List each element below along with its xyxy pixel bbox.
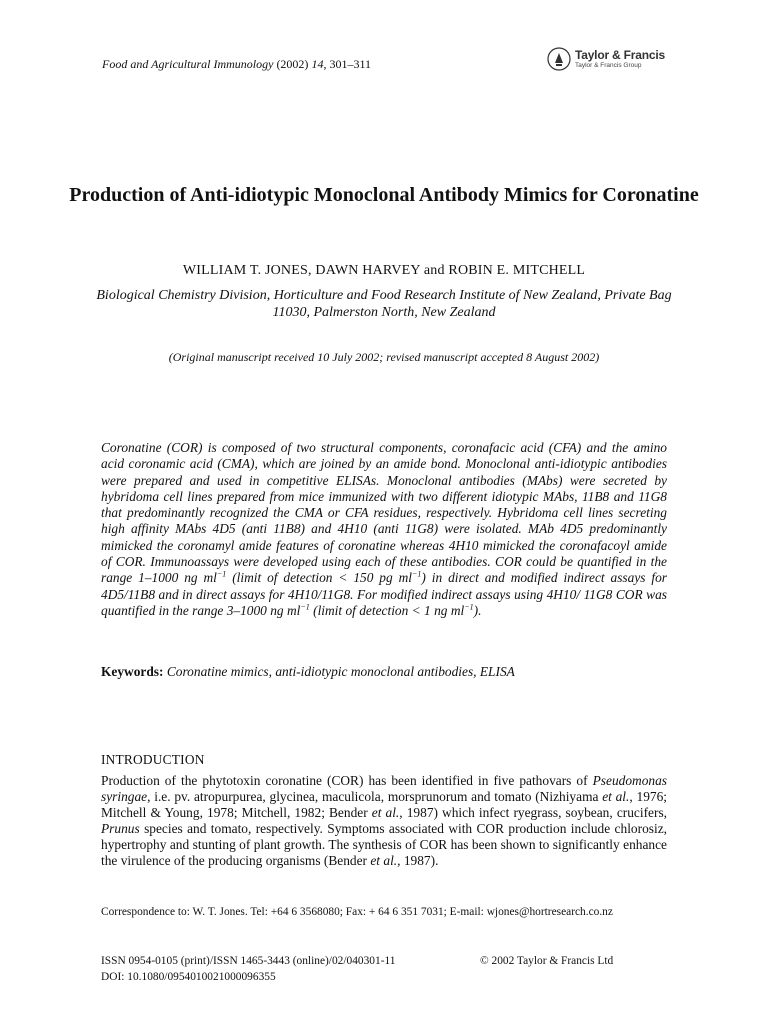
journal-pages: , 301–311 [323,57,371,71]
intro-text-4: , 1987) which infect ryegrass, soybean, crucifers, [399,804,667,820]
abstract-superscript-3: −1 [300,602,310,612]
intro-text-3: , 1976; Mitchell & Young, 1978; Mitchell, 1982; Bender [101,788,668,820]
keywords-text: Coronatine mimics, anti-idiotypic monoclonal antibodies, ELISA [166,664,515,679]
intro-text-5: species and tomato, respectively. Symptoms associated with COR production include chlorosiz, hypertrophy and stunting of plant growth. The synthesis of COR has been shown to significantly enhance the virulence of the producing organisms (Bender [101,820,667,868]
publisher-logo [547,44,677,74]
journal-citation [102,57,371,72]
abstract-text-1: Coronatine (COR) is composed of two structural components, coronafacic acid (CFA) and the amino acid coronamic acid (CMA), which are joined by an amide bond. Monoclonal anti-idiotypic antibodies were prepared and used in competitive ELISAs. Monoclonal antibodies (MAbs) were secreted by hybridoma cell lines prepared from mice immunized with two different idiotypic MAbs, 11B8 and 11G8 that predominantly recognized the CMA or CFA residues, respectively. Hybridoma cell lines secreting high affinity MAbs 4D5 (anti 11B8) and 4H10 (anti 11G8) were isolated. MAb 4D5 predominantly mimicked the coronamyl amide features of coronatine whereas 4H10 mimicked the coronafacoyl amide of COR. Immunoassays were developed using each of these antibodies. COR could be quantified in the range 1–1000 ng ml [101,440,667,586]
intro-text-1: Production of the phytotoxin coronatine (COR) has been identified in five pathovars of [101,773,593,788]
doi-line: DOI: 10.1080/0954010021000096355 [101,971,276,983]
abstract-text-3: ) in direct and modified indirect assays for 4D5/11B8 and in direct assays for 4H10/11G8. For modified indirect assays using 4H10/ 11G8 COR was quantified in the range 3–1000 ng ml [101,570,667,618]
intro-etal-2: et al. [371,804,400,820]
keywords-label: Keywords: [101,664,164,679]
abstract [101,440,667,619]
abstract-text-4: (limit of detection < 1 ng ml [309,602,465,618]
intro-etal-1: et al. [602,788,630,804]
manuscript-dates: (Original manuscript received 10 July 2002; revised manuscript accepted 8 August 2002) [168,350,600,364]
introduction-paragraph [101,773,667,868]
introduction-heading: INTRODUCTION [101,752,205,767]
intro-etal-3: et al. [370,852,398,868]
intro-text-6: , 1987). [397,852,439,868]
publisher-lamp-icon [547,47,571,71]
intro-species: Pseudomonas syringae [101,773,667,804]
journal-name: Food and Agricultural Immunology [102,57,274,71]
article-title: Production of Anti-idiotypic Monoclonal Antibody Mimics for Coronatine [69,184,699,206]
abstract-superscript-1: −1 [216,569,227,579]
publisher-name: Taylor & Francis [575,47,665,62]
issn-line: ISSN 0954-0105 (print)/ISSN 1465-3443 (online)/02/040301-11 [101,955,396,967]
correspondence-note: Correspondence to: W. T. Jones. Tel: +64 6 3568080; Fax: + 64 6 351 7031; E-mail: wjones@hortresearch.co.nz [101,906,613,918]
intro-text-2: , i.e. pv. atropurpurea, glycinea, maculicola, morsprunorum and tomato (Nizhiyama [147,788,603,804]
abstract-superscript-2: −1 [412,569,422,579]
keywords [101,664,515,680]
abstract-text-2: (limit of detection < 150 pg ml [226,570,412,586]
abstract-text-5: ). [473,602,482,618]
publisher-group: Taylor & Francis Group [575,61,642,69]
copyright-line: © 2002 Taylor & Francis Ltd [480,955,614,967]
article-authors: WILLIAM T. JONES, DAWN HARVEY and ROBIN E. MITCHELL [182,263,586,278]
abstract-superscript-4: −1 [464,602,474,612]
intro-genus: Prunus [101,820,140,836]
article-affiliation: Biological Chemistry Division, Horticulture and Food Research Institute of New Zealand, Private Bag 11030, Palmerston North, New Zealand [96,288,672,320]
journal-volume: 14 [311,57,324,71]
journal-year: (2002) [276,57,309,71]
